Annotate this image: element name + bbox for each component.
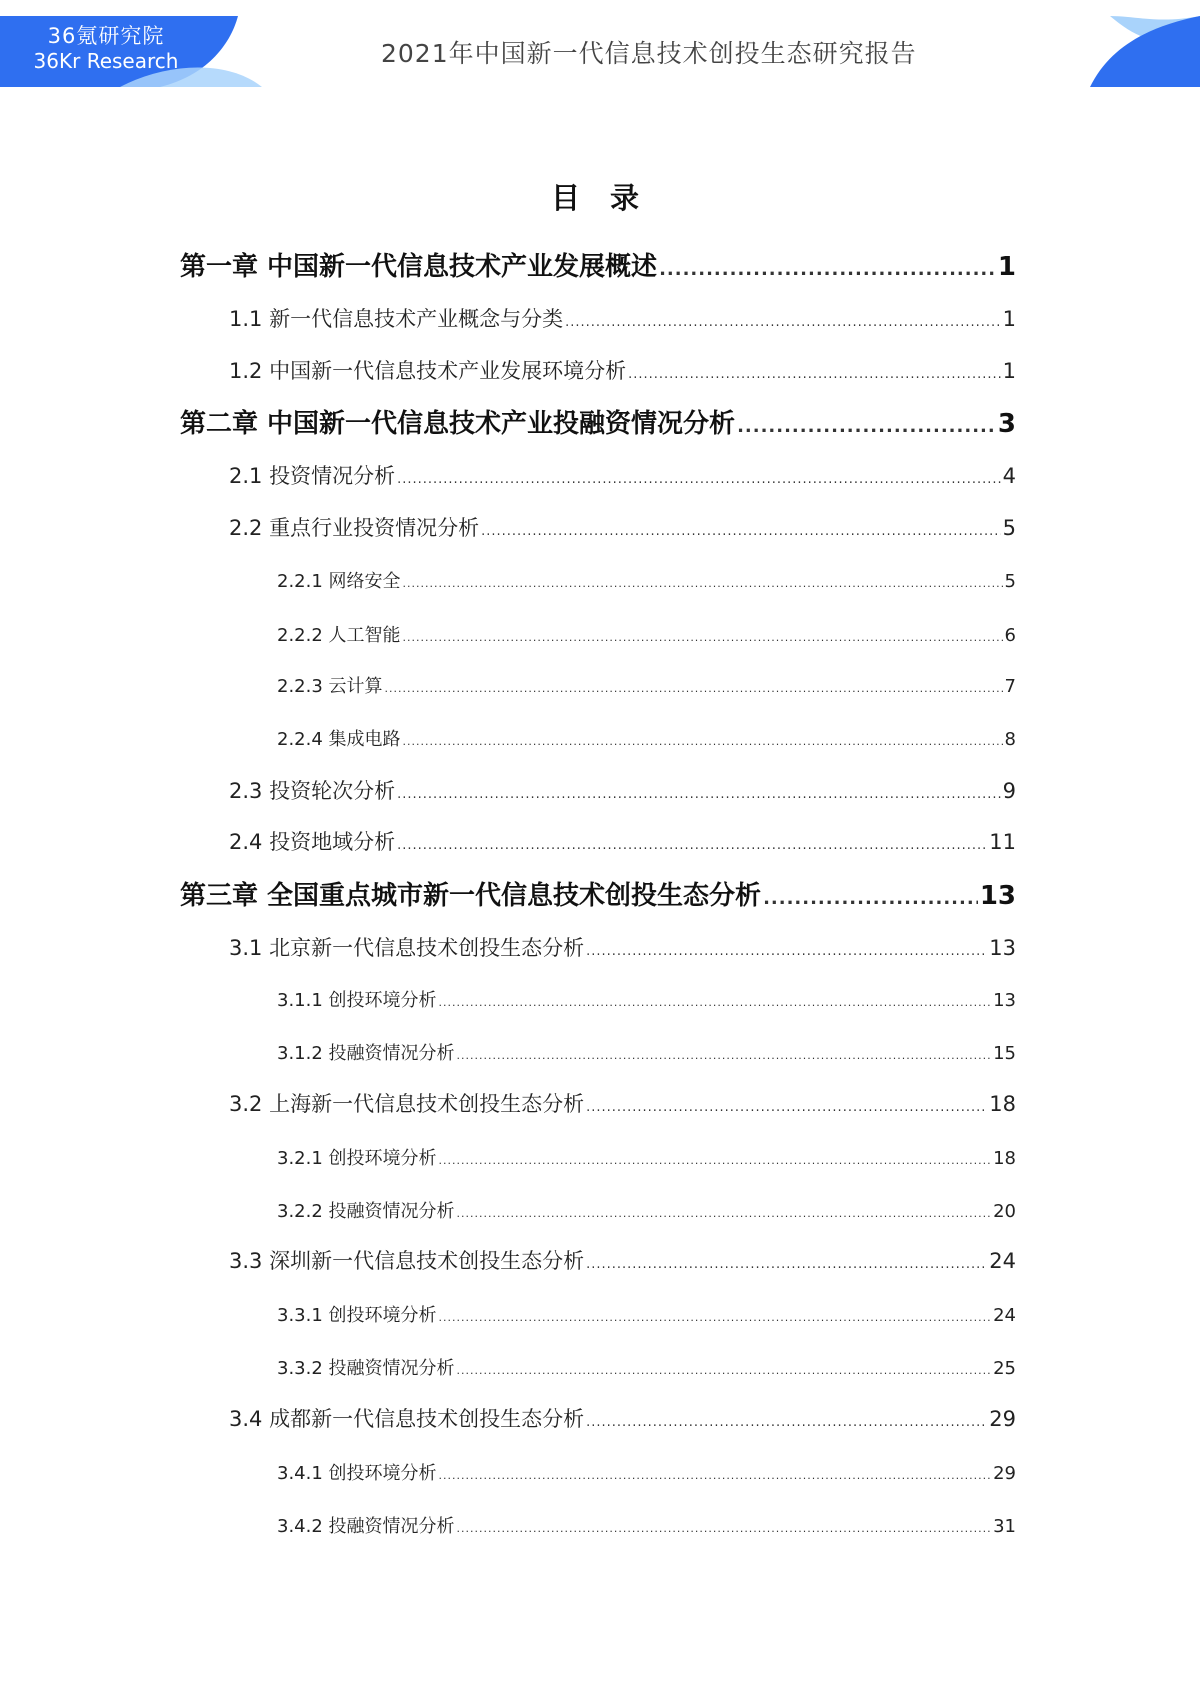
toc-entry-page-number: 8 (1004, 728, 1016, 750)
toc-entry-page-number: 29 (989, 1407, 1016, 1431)
toc-entry-label: 第三章 全国重点城市新一代信息技术创投生态分析 (180, 881, 762, 911)
dot-leader (403, 631, 1003, 644)
toc-entry[interactable] (229, 1088, 1016, 1118)
dot-leader (586, 944, 987, 959)
toc-entry-page-number: 1 (1002, 359, 1016, 383)
toc-entry[interactable] (180, 403, 1016, 440)
toc-entry[interactable] (277, 1459, 1016, 1485)
toc-entry[interactable] (277, 725, 1016, 751)
dot-leader (403, 577, 1003, 590)
toc-title: 目 录 (550, 181, 650, 215)
toc-entry-page-number: 6 (1004, 624, 1016, 646)
toc-entry[interactable] (180, 875, 1016, 912)
toc-entry-page-number: 1 (997, 252, 1016, 282)
toc-entry[interactable] (180, 246, 1016, 283)
toc-entry[interactable] (277, 1039, 1016, 1065)
toc-entry-label: 2.2 重点行业投资情况分析 (229, 516, 480, 540)
dot-leader (439, 996, 992, 1009)
toc-entry-page-number: 24 (993, 1304, 1016, 1326)
logo-name-en: 36Kr Research (33, 49, 179, 73)
toc-entry-page-number: 24 (989, 1249, 1016, 1273)
toc-entry[interactable] (229, 1245, 1016, 1275)
toc-entry[interactable] (229, 775, 1016, 805)
toc-entry-label: 3.2 上海新一代信息技术创投生态分析 (229, 1092, 585, 1116)
dot-leader (457, 1049, 992, 1062)
toc-entry-page-number: 9 (1002, 779, 1016, 803)
dot-leader (457, 1522, 992, 1535)
toc-entry-page-number: 20 (993, 1200, 1016, 1222)
dot-leader (628, 367, 1001, 382)
dot-leader (457, 1207, 992, 1220)
toc-entry-page-number: 1 (1002, 307, 1016, 331)
toc-entry[interactable] (277, 1144, 1016, 1170)
toc-entry-page-number: 7 (1004, 675, 1016, 697)
dot-leader (457, 1364, 992, 1377)
dot-leader (565, 315, 1001, 330)
toc-entry-page-number: 13 (979, 881, 1016, 911)
dot-leader (439, 1311, 992, 1324)
toc-entry[interactable] (229, 932, 1016, 962)
toc-entry[interactable] (277, 1354, 1016, 1380)
dot-leader (586, 1100, 987, 1115)
toc-entry-page-number: 4 (1002, 464, 1016, 488)
toc-entry-label: 2.1 投资情况分析 (229, 464, 396, 488)
toc-entry-label: 3.2.1 创投环境分析 (277, 1147, 437, 1169)
dot-leader (763, 888, 978, 909)
toc-entry-label: 1.2 中国新一代信息技术产业发展环境分析 (229, 359, 627, 383)
toc-entry[interactable] (229, 460, 1016, 490)
logo-banner (0, 16, 262, 87)
toc-entry-page-number: 13 (989, 936, 1016, 960)
dot-leader (659, 259, 996, 280)
toc-entry[interactable] (277, 986, 1016, 1012)
logo-name-cn: 36氪研究院 (47, 24, 165, 48)
toc-entry-page-number: 5 (1002, 516, 1016, 540)
toc-entry-label: 3.1.2 投融资情况分析 (277, 1042, 455, 1064)
toc-entry-label: 2.2.4 集成电路 (277, 728, 401, 750)
toc-entry-page-number: 31 (993, 1515, 1016, 1537)
toc-entry-page-number: 18 (989, 1092, 1016, 1116)
toc-entry[interactable] (277, 672, 1016, 698)
toc-entry-label: 3.1.1 创投环境分析 (277, 989, 437, 1011)
toc-entry-label: 3.2.2 投融资情况分析 (277, 1200, 455, 1222)
toc-entry-label: 3.3.1 创投环境分析 (277, 1304, 437, 1326)
toc-entry-label: 第二章 中国新一代信息技术产业投融资情况分析 (180, 409, 736, 439)
dot-leader (586, 1415, 987, 1430)
toc-entry-label: 2.3 投资轮次分析 (229, 779, 396, 803)
toc-entry-label: 2.2.2 人工智能 (277, 624, 401, 646)
toc-entry[interactable] (277, 1512, 1016, 1538)
toc-entry-label: 2.2.1 网络安全 (277, 570, 401, 592)
dot-leader (439, 1154, 992, 1167)
dot-leader (397, 472, 1001, 487)
toc-entry-label: 3.4.2 投融资情况分析 (277, 1515, 455, 1537)
toc-entry-label: 2.4 投资地域分析 (229, 830, 396, 854)
toc-entry-page-number: 11 (989, 830, 1016, 854)
toc-entry-page-number: 15 (993, 1042, 1016, 1064)
toc-entry-page-number: 18 (993, 1147, 1016, 1169)
toc-entry-label: 2.2.3 云计算 (277, 675, 383, 697)
toc-entry-label: 3.1 北京新一代信息技术创投生态分析 (229, 936, 585, 960)
toc-entry-page-number: 5 (1004, 570, 1016, 592)
toc-entry-page-number: 29 (993, 1462, 1016, 1484)
dot-leader (385, 682, 1003, 695)
toc-entry-label: 3.4 成都新一代信息技术创投生态分析 (229, 1407, 585, 1431)
toc-entry-label: 第一章 中国新一代信息技术产业发展概述 (180, 252, 658, 282)
dot-leader (403, 735, 1003, 748)
toc-entry[interactable] (229, 303, 1016, 333)
toc-entry[interactable] (277, 1301, 1016, 1327)
toc-entry-page-number: 25 (993, 1357, 1016, 1379)
toc-entry[interactable] (229, 355, 1016, 385)
toc-entry[interactable] (229, 826, 1016, 856)
toc-entry-label: 1.1 新一代信息技术产业概念与分类 (229, 307, 564, 331)
dot-leader (481, 524, 1001, 539)
dot-leader (397, 787, 1001, 802)
toc-entry[interactable] (229, 512, 1016, 542)
toc-entry-label: 3.3.2 投融资情况分析 (277, 1357, 455, 1379)
toc-entry-label: 3.4.1 创投环境分析 (277, 1462, 437, 1484)
toc-entry-label: 3.3 深圳新一代信息技术创投生态分析 (229, 1249, 585, 1273)
dot-leader (586, 1257, 987, 1272)
toc-entry-page-number: 3 (997, 409, 1016, 439)
dot-leader (737, 416, 996, 437)
toc-entry-page-number: 13 (993, 989, 1016, 1011)
toc-entry[interactable] (277, 621, 1016, 647)
toc-entry[interactable] (229, 1403, 1016, 1433)
corner-decoration (1090, 16, 1200, 87)
dot-leader (439, 1469, 992, 1482)
toc-entry[interactable] (277, 567, 1016, 593)
report-title: 2021年中国新一代信息技术创投生态研究报告 (381, 39, 917, 68)
toc-entry[interactable] (277, 1197, 1016, 1223)
dot-leader (397, 838, 987, 853)
